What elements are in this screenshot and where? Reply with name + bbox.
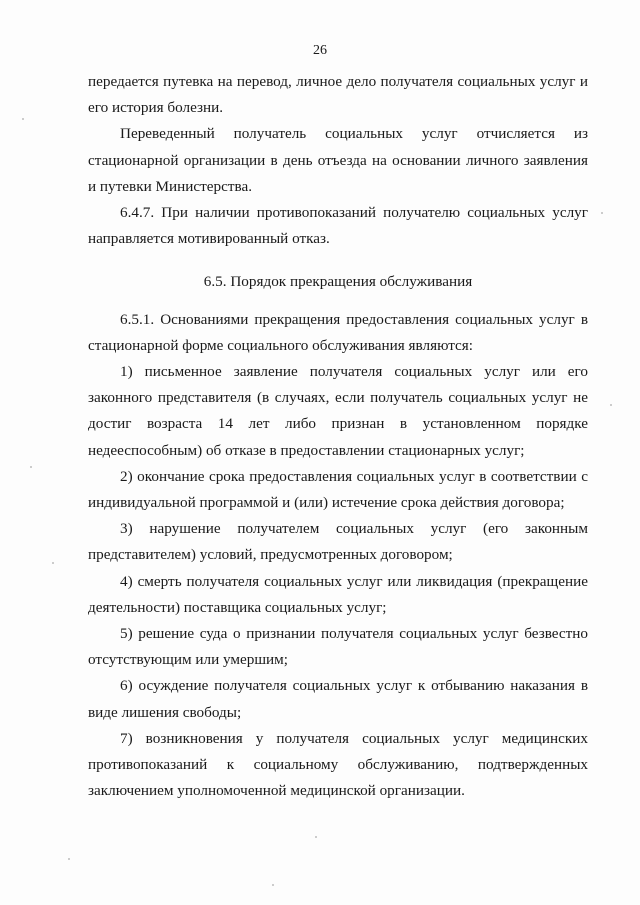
scan-speck	[315, 836, 317, 838]
paragraph-transfer-expulsion: Переведенный получатель социальных услуг отчисляется из стационарной организации в день отъезда на основании личного заявления и путевки Министерства.	[88, 125, 588, 195]
paragraph-6-5-1: 6.5.1. Основаниями прекращения предоставления социальных услуг в стационарной форме социального обслуживания являются:	[88, 310, 588, 354]
scan-speck	[272, 884, 274, 886]
paragraph-6-4-7: 6.4.7. При наличии противопоказаний получателю социальных услуг направляется мотивированный отказ.	[88, 204, 588, 248]
list-item-5: 5) решение суда о признании получателя социальных услуг безвестно отсутствующим или умершим;	[88, 625, 588, 669]
scan-speck	[610, 404, 612, 406]
page-number: 26	[313, 43, 327, 58]
list-item-6: 6) осуждение получателя социальных услуг к отбыванию наказания в виде лишения свободы;	[88, 677, 588, 721]
list-item-4: 4) смерть получателя социальных услуг или ликвидация (прекращение деятельности) поставщика социальных услуг;	[88, 572, 588, 616]
paragraph-continuation: передается путевка на перевод, личное дело получателя социальных услуг и его история болезни.	[88, 73, 588, 117]
scan-speck	[601, 212, 603, 214]
section-heading-6-5: 6.5. Порядок прекращения обслуживания	[203, 273, 473, 291]
list-item-2: 2) окончание срока предоставления социальных услуг в соответствии с индивидуальной программой и (или) истечение срока действия договора;	[88, 467, 588, 512]
scan-speck	[22, 118, 24, 120]
scan-speck	[68, 858, 70, 860]
list-item-7: 7) возникновения у получателя социальных услуг медицинских противопоказаний к социальному обслуживанию, подтвержденных заключением уполномоченной медицинской организации.	[88, 729, 588, 800]
list-item-3: 3) нарушение получателем социальных услуг (его законным представителем) условий, предусмотренных договором;	[88, 520, 588, 564]
scan-speck	[30, 466, 32, 468]
document-body	[88, 69, 588, 804]
list-item-1: 1) письменное заявление получателя социальных услуг или его законного представителя (в случаях, если получатель социальных услуг не достиг возраста 14 лет либо признан в установленном порядке недееспособным) об отказе в предоставлении стационарных услуг;	[88, 363, 588, 459]
scan-speck	[52, 562, 54, 564]
